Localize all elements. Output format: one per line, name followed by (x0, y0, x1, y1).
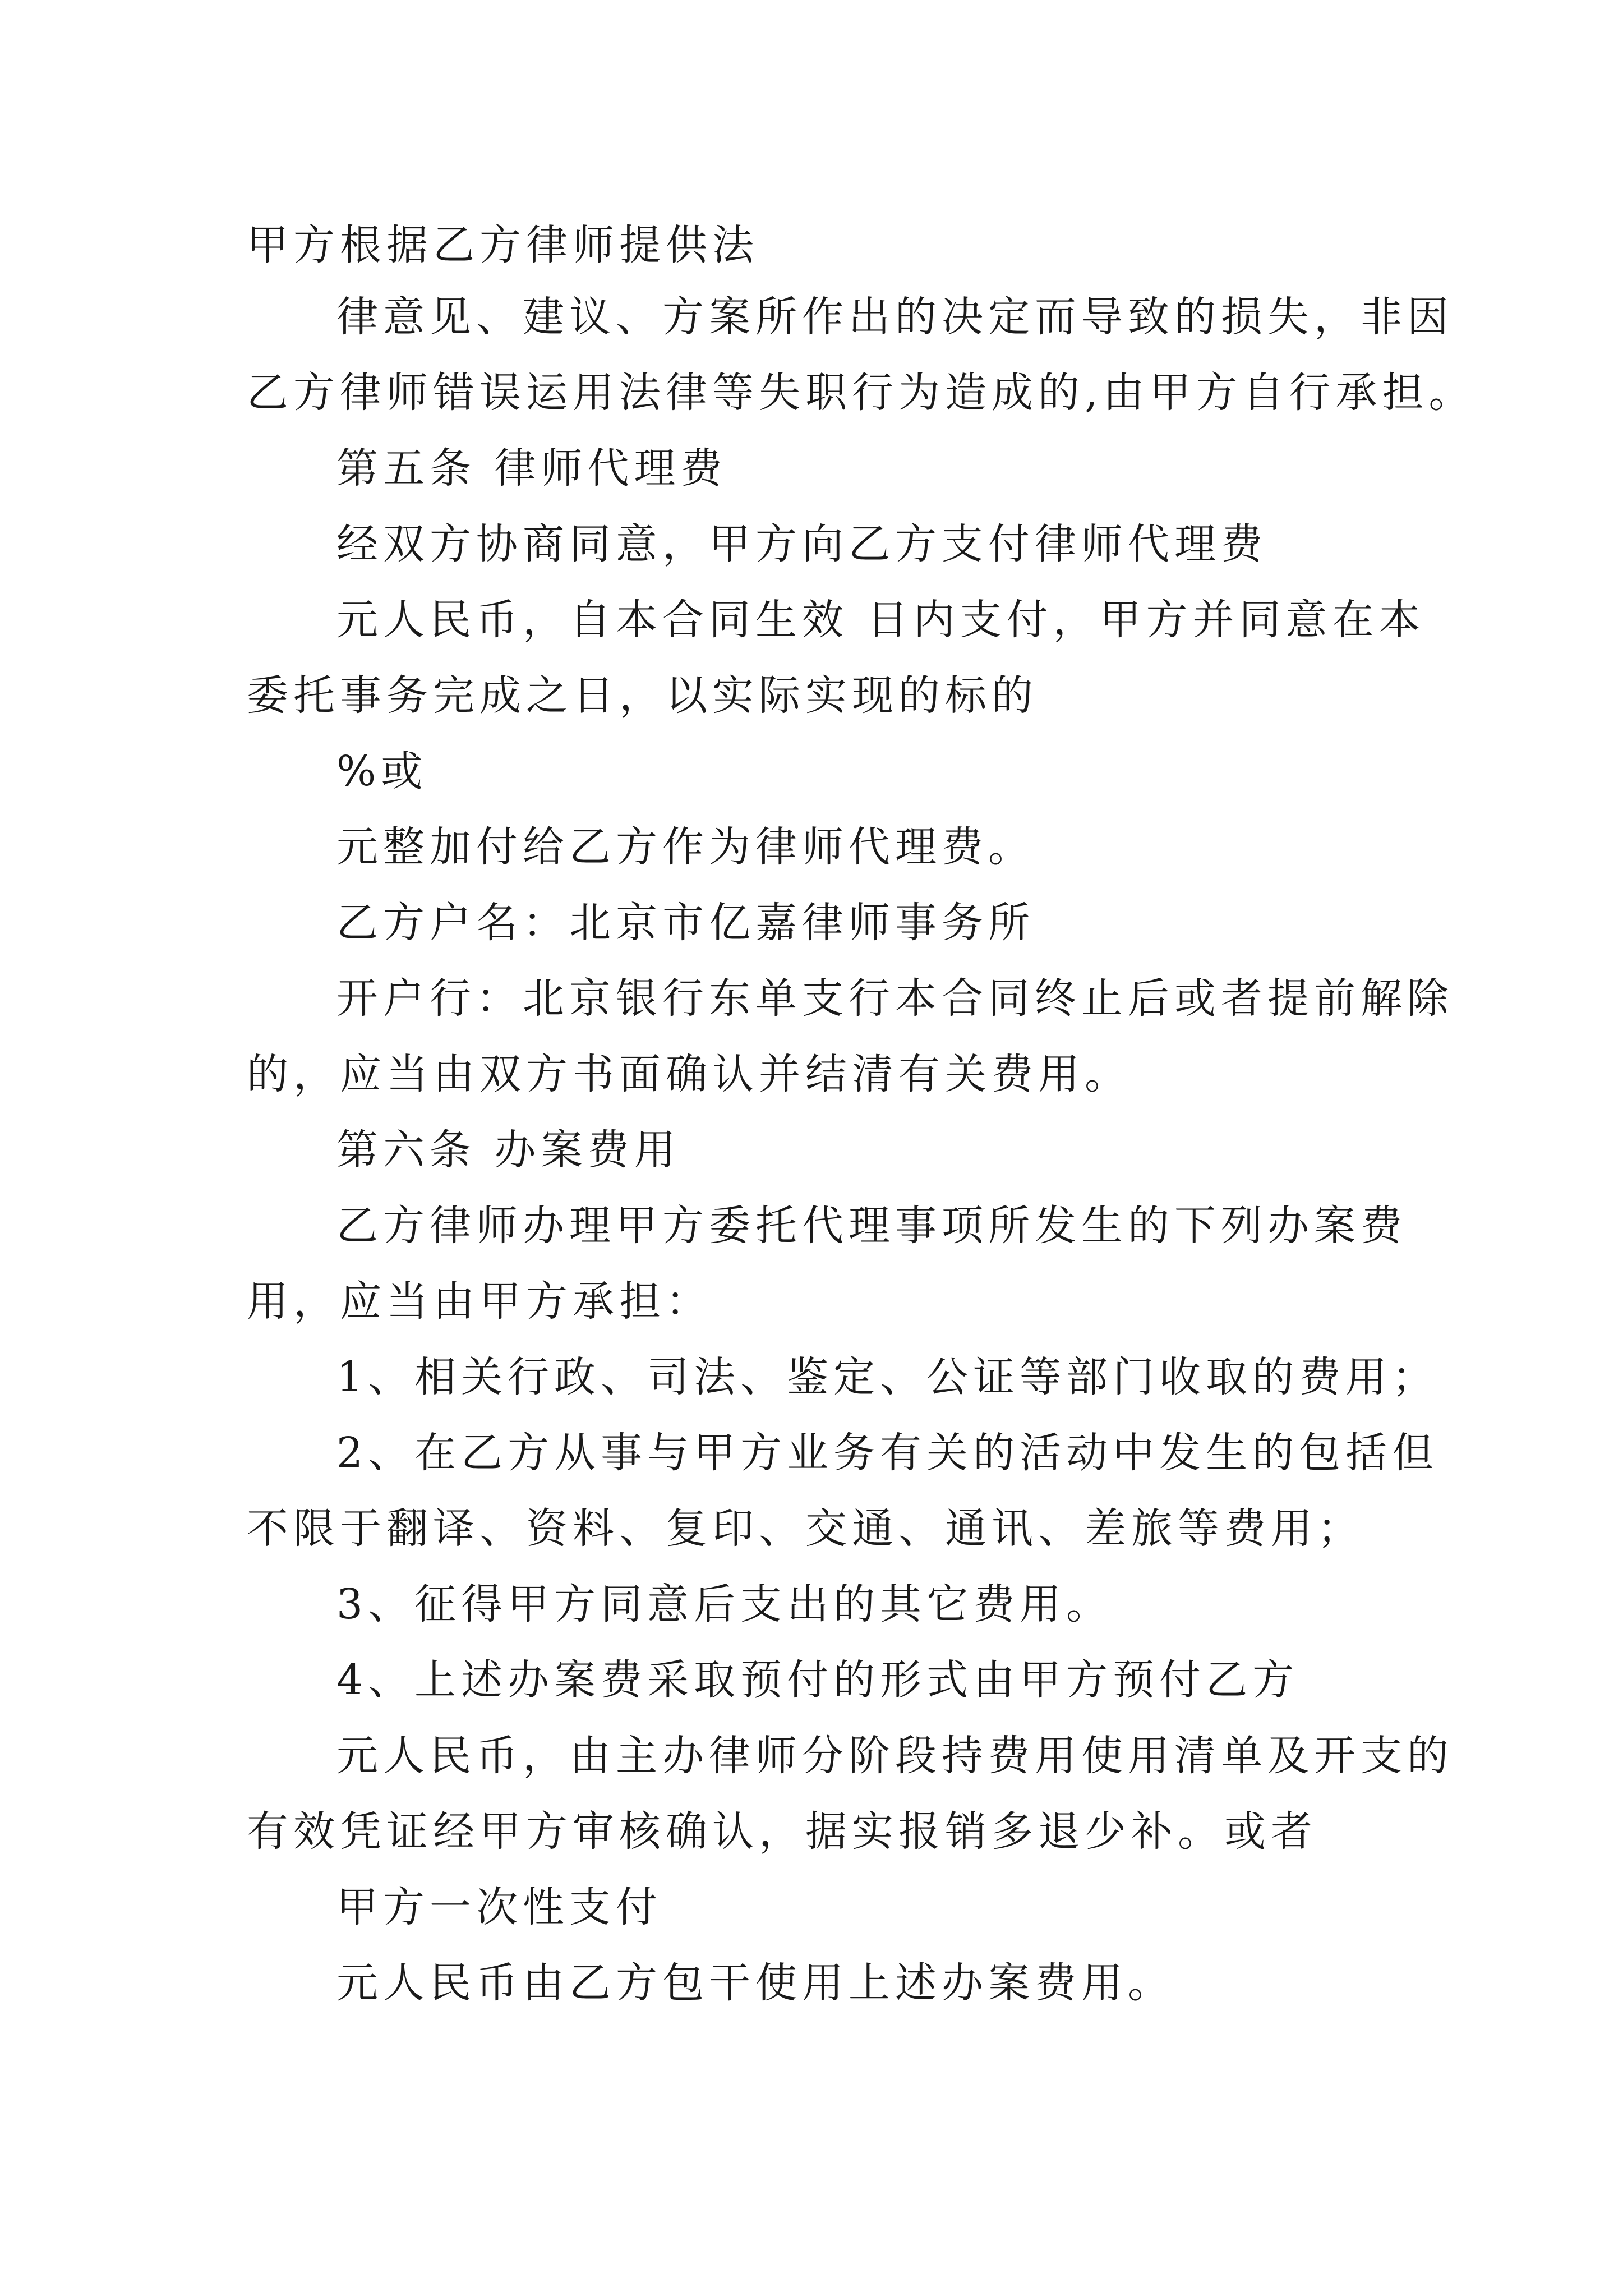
text-line: 元人民币，由主办律师分阶段持费用使用清单及开支的 (336, 1732, 1454, 1780)
text-line: 元人民币由乙方包干使用上述办案费用。 (336, 1959, 1174, 2007)
text-line: 的，应当由双方书面确认并结清有关费用。 (247, 1050, 1131, 1098)
text-line: 乙方律师错误运用法律等失职行为造成的,由甲方自行承担。 (247, 369, 1476, 417)
text-line: 有效凭证经甲方审核确认，据实报销多退少补。或者 (247, 1807, 1317, 1856)
text-line: 开户行：北京银行东单支行本合同终止后或者提前解除 (336, 974, 1454, 1023)
text-line: 不限于翻译、资料、复印、交通、通讯、差旅等费用； (247, 1504, 1364, 1553)
text-line: %或 (336, 747, 428, 795)
section-heading: 第六条 办案费用 (336, 1126, 681, 1174)
text-line: 乙方律师办理甲方委托代理事项所发生的下列办案费 (336, 1202, 1407, 1250)
section-heading: 第五条 律师代理费 (336, 444, 727, 493)
list-item: 4、上述办案费采取预付的形式由甲方预付乙方 (336, 1656, 1299, 1704)
list-item: 3、征得甲方同意后支出的其它费用。 (336, 1580, 1113, 1628)
text-line: 委托事务完成之日，以实际实现的标的 (247, 671, 1038, 720)
list-item: 2、在乙方从事与甲方业务有关的活动中发生的包括但 (336, 1429, 1439, 1477)
text-line: 乙方户名：北京市亿嘉律师事务所 (336, 899, 1035, 947)
list-item: 1、相关行政、司法、鉴定、公证等部门收取的费用； (336, 1353, 1439, 1401)
text-line: 甲方一次性支付 (336, 1883, 662, 1931)
text-line: 律意见、建议、方案所作出的决定而导致的损失，非因 (336, 293, 1454, 341)
text-line: 元整加付给乙方作为律师代理费。 (336, 823, 1035, 871)
text-line: 用，应当由甲方承担： (247, 1277, 712, 1326)
text-line: 经双方协商同意，甲方向乙方支付律师代理费 (336, 520, 1267, 568)
text-line: 元人民币，自本合同生效 日内支付，甲方并同意在本 (336, 596, 1426, 644)
text-line: 甲方根据乙方律师提供法 (247, 221, 759, 269)
